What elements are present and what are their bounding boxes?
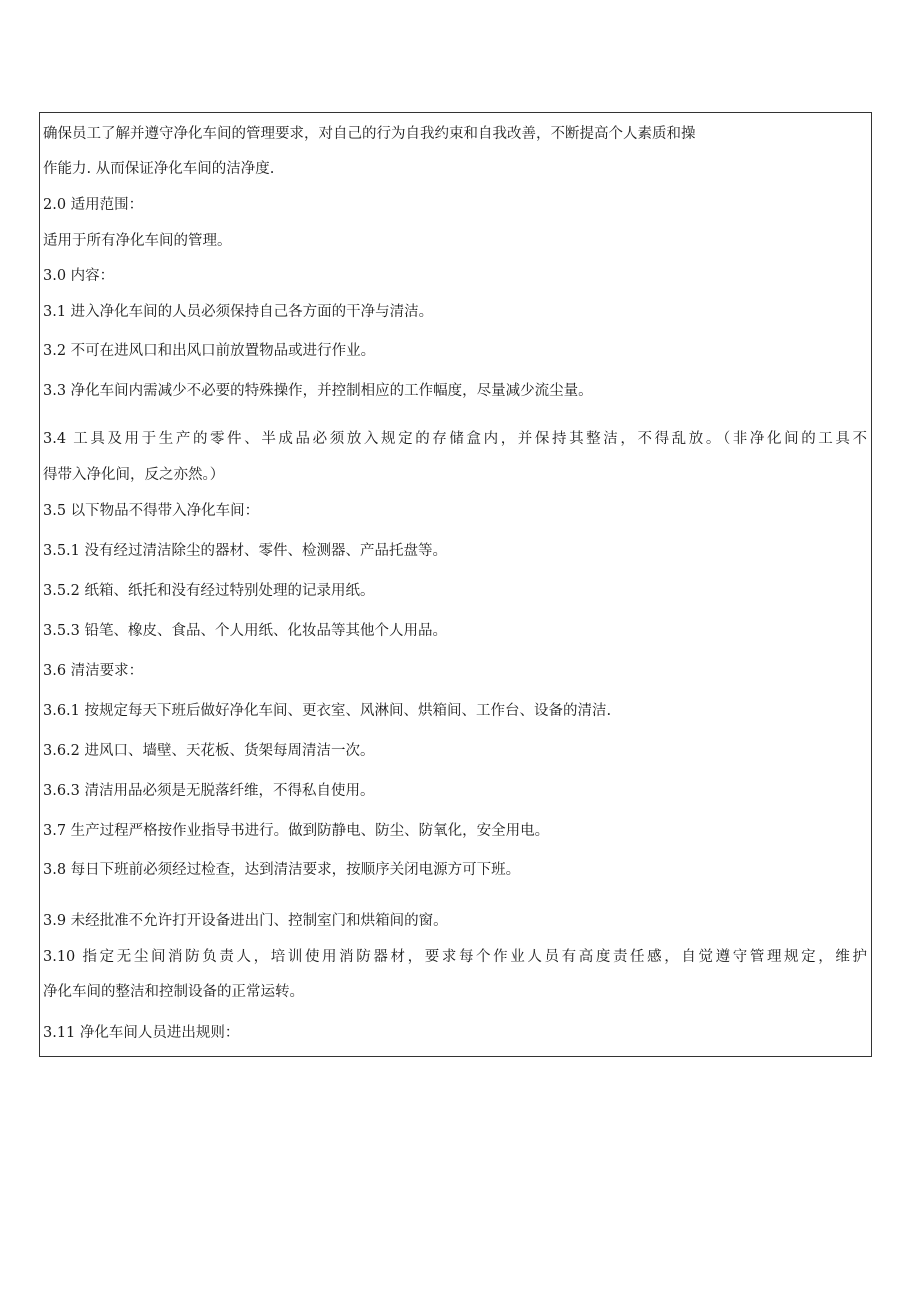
clause-3-6-1: 3.6.1 按规定每天下班后做好净化车间、更衣室、风淋间、烘箱间、工作台、设备的清洁.	[43, 703, 612, 719]
clause-3-9: 3.9 未经批准不允许打开设备进出门、控制室门和烘箱间的窗。	[43, 913, 448, 929]
document-frame	[39, 112, 872, 1057]
clause-3-6-2: 3.6.2 进风口、墙壁、天花板、货架每周清洁一次。	[43, 743, 375, 759]
section-scope-heading: 2.0 适用范围：	[43, 197, 144, 213]
clause-3-5-1: 3.5.1 没有经过清洁除尘的器材、零件、检测器、产品托盘等。	[43, 543, 448, 559]
scope-text: 适用于所有净化车间的管理。	[43, 233, 232, 249]
section-content-heading: 3.0 内容：	[43, 268, 115, 284]
clause-3-5-2: 3.5.2 纸箱、纸托和没有经过特别处理的记录用纸。	[43, 583, 375, 599]
clause-3-4-line-2: 得带入净化间，反之亦然。）	[43, 467, 225, 483]
clause-3-10-line-2: 净化车间的整洁和控制设备的正常运转。	[43, 984, 304, 1000]
clause-3-5-3: 3.5.3 铅笔、橡皮、食品、个人用纸、化妆品等其他个人用品。	[43, 623, 448, 639]
clause-3-6: 3.6 清洁要求：	[43, 663, 144, 679]
clause-3-6-3: 3.6.3 清洁用品必须是无脱落纤维，不得私自使用。	[43, 783, 375, 799]
clause-3-10-line-1: 3.10 指定无尘间消防负责人，培训使用消防器材，要求每个作业人员有高度责任感，自觉遵守管理规定，维护	[43, 949, 867, 965]
clause-3-5: 3.5 以下物品不得带入净化车间：	[43, 503, 260, 519]
clause-3-4-line-1: 3.4 工具及用于生产的零件、半成品必须放入规定的存储盒内，并保持其整洁，不得乱放。（非净化间的工具不	[43, 431, 867, 447]
clause-3-3: 3.3 净化车间内需减少不必要的特殊操作，并控制相应的工作幅度，尽量减少流尘量。	[43, 383, 593, 399]
clause-3-8: 3.8 每日下班前必须经过检查，达到清洁要求，按顺序关闭电源方可下班。	[43, 862, 521, 878]
purpose-line-2: 作能力. 从而保证净化车间的洁净度.	[43, 161, 275, 177]
clause-3-2: 3.2 不可在进风口和出风口前放置物品或进行作业。	[43, 343, 376, 359]
clause-3-7: 3.7 生产过程严格按作业指导书进行。做到防静电、防尘、防氧化，安全用电。	[43, 823, 550, 839]
clause-3-11: 3.11 净化车间人员进出规则：	[43, 1025, 240, 1041]
clause-3-1: 3.1 进入净化车间的人员必须保持自己各方面的干净与清洁。	[43, 304, 434, 320]
purpose-line-1: 确保员工了解并遵守净化车间的管理要求，对自己的行为自我约束和自我改善，不断提高个人素质和操	[43, 126, 696, 142]
